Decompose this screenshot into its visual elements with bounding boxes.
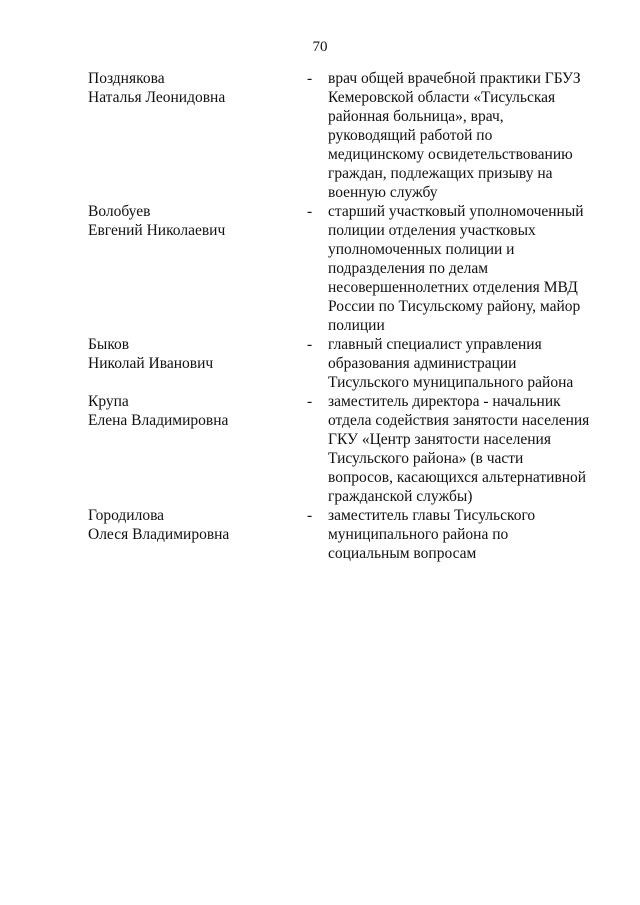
separator-dash: - — [307, 507, 313, 524]
member-role — [328, 506, 590, 563]
separator-dash: - — [307, 203, 313, 220]
role-line: муниципального района по — [328, 526, 509, 543]
role-line: уполномоченных полиции и — [328, 241, 515, 258]
role-line: главный специалист управления — [328, 336, 542, 353]
role-line: полиции — [328, 317, 385, 334]
member-given-names: Евгений Николаевич — [88, 222, 226, 239]
role-line: гражданской службы) — [328, 488, 473, 505]
role-line: несовершеннолетних отделения МВД — [328, 279, 578, 296]
role-line: подразделения по делам — [328, 260, 489, 277]
member-surname: Волобуев — [88, 203, 151, 220]
role-line: заместитель главы Тисульского — [328, 507, 536, 524]
role-line: полиции отделения участковых — [328, 222, 536, 239]
role-line: медицинскому освидетельствованию — [328, 146, 573, 163]
page-number: 70 — [312, 39, 328, 55]
member-given-names: Елена Владимировна — [88, 412, 229, 429]
role-line: отдела содействия занятости населения — [328, 412, 590, 429]
member-surname: Быков — [88, 336, 130, 353]
member-list — [88, 69, 608, 563]
member-role — [328, 392, 590, 506]
role-line: районная больница», врач, — [328, 108, 504, 125]
role-line: вопросов, касающихся альтернативной — [328, 469, 587, 486]
list-item — [88, 69, 608, 202]
role-line: Тисульского муниципального района — [328, 374, 574, 391]
separator-dash: - — [307, 70, 313, 87]
role-line: руководящий работой по — [328, 127, 493, 144]
list-item — [88, 392, 608, 506]
member-role — [328, 202, 590, 335]
member-name — [88, 69, 303, 107]
separator-dash: - — [307, 336, 313, 353]
role-line: военную службу — [328, 184, 438, 201]
member-name — [88, 506, 303, 544]
member-given-names: Наталья Леонидовна — [88, 89, 226, 106]
member-surname: Городилова — [88, 507, 165, 524]
member-role — [328, 69, 590, 202]
role-line: образования администрации — [328, 355, 517, 372]
member-given-names: Олеся Владимировна — [88, 526, 230, 543]
role-line: ГКУ «Центр занятости населения — [328, 431, 551, 448]
member-name — [88, 202, 303, 240]
role-line: граждан, подлежащих призыву на — [328, 165, 553, 182]
role-line: старший участковый уполномоченный — [328, 203, 584, 220]
role-line: Тисульского района» (в части — [328, 450, 524, 467]
member-surname: Позднякова — [88, 70, 165, 87]
member-surname: Крупа — [88, 393, 129, 410]
member-given-names: Николай Иванович — [88, 355, 214, 372]
role-line: Кемеровской области «Тисульская — [328, 89, 556, 106]
member-name — [88, 392, 303, 430]
role-line: заместитель директора - начальник — [328, 393, 561, 410]
list-item — [88, 335, 608, 392]
role-line: России по Тисульскому району, майор — [328, 298, 581, 315]
member-role — [328, 335, 590, 392]
list-item — [88, 506, 608, 563]
separator-dash: - — [307, 393, 313, 410]
role-line: социальным вопросам — [328, 545, 477, 562]
member-name — [88, 335, 303, 373]
list-item — [88, 202, 608, 335]
role-line: врач общей врачебной практики ГБУЗ — [328, 70, 581, 87]
